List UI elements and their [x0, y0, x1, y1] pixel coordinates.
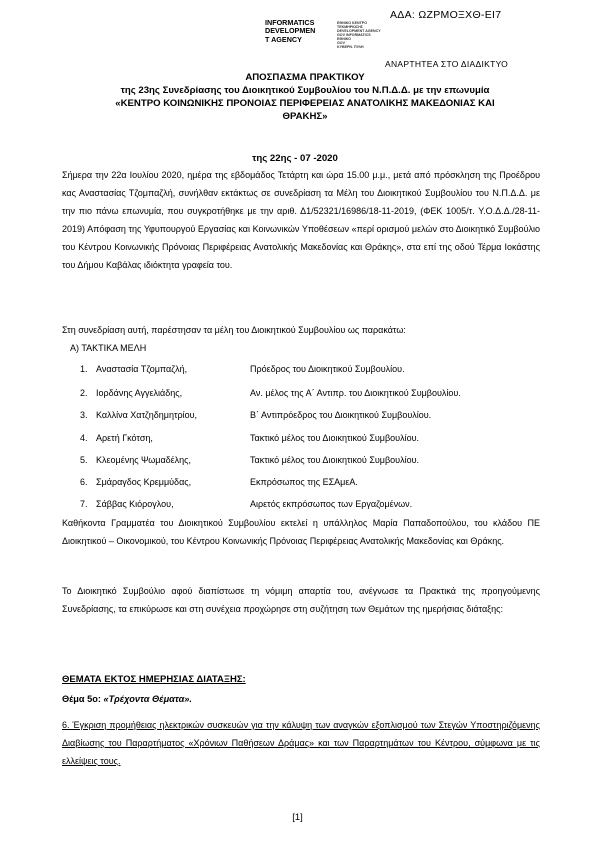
session-date: της 22ης - 07 -2020 [252, 153, 338, 164]
logo-small-line: ΤΕΚΜΗΡΙΩΣΗΣ [337, 25, 363, 29]
member-number: 7. [80, 499, 88, 509]
logo-text-left [265, 19, 315, 44]
member-number: 6. [80, 477, 88, 487]
document-title: ΑΠΟΣΠΑΣΜΑ ΠΡΑΚΤΙΚΟΥ [245, 72, 365, 83]
page-number: [1] [292, 812, 303, 823]
logo-small-line: ΚΥΒΕΡΝ. ΠΥΛΗ [337, 45, 364, 49]
logo-small-line: ΕΘΝΙΚΟ [337, 37, 352, 41]
member-role: Τακτικό μέλος του Διοικητικού Συμβουλίου. [250, 433, 420, 443]
off-agenda-heading: ΘΕΜΑΤΑ ΕΚΤΟΣ ΗΜΕΡΗΣΙΑΣ ΔΙΑΤΑΞΗΣ: [62, 674, 246, 685]
regular-members-heading: Α) ΤΑΚΤΙΚΑ ΜΕΛΗ [70, 343, 147, 353]
member-name: Σάββας Κιόρογλου, [96, 499, 174, 509]
member-row [80, 388, 540, 402]
member-number: 4. [80, 433, 88, 443]
member-row [80, 477, 540, 491]
member-number: 2. [80, 388, 88, 398]
subject-title: «Τρέχοντα Θέματα». [103, 694, 192, 704]
member-number: 3. [80, 410, 88, 420]
member-row [80, 455, 540, 469]
quorum-paragraph: Το Διοικητικό Συμβούλιο αφού διαπίστωσε τη νόμιμη απαρτία του, ανέγνωσε τα Πρακτικά της προηγούμενης Συνεδρίασης, τα επικύρωσε και στη συνέχεια προχώρησε στη συζήτηση των Θεμάτων της ημερήσιας διάταξης: [62, 586, 540, 614]
logo-small-line: DEVELOPMENT AGENCY [337, 29, 381, 33]
member-name: Σμάραγδος Κρεμμύδας, [96, 477, 192, 487]
logo-small-line: GOV INFORMATICS [337, 33, 371, 37]
subject-prefix: Θέμα 5ο: [62, 694, 104, 704]
member-role: Τακτικό μέλος του Διοικητικού Συμβουλίου. [250, 455, 420, 465]
member-name: Κλεομένης Ψωμαδέλης, [96, 455, 192, 465]
subject-line [62, 694, 192, 704]
title-session-line: της 23ης Συνεδρίασης του Διοικητικού Συμβουλίου του Ν.Π.Δ.Δ. με την επωνυμία [120, 85, 490, 96]
member-row [80, 364, 540, 378]
agenda-item-6: 6. Έγκριση προμήθειας ηλεκτρικών συσκευών για την κάλυψη των αναγκών εξοπλισμού των Στεγών Υποστηριζόμενης Διαβίωσης του Παραρτήματος «Χρόνιων Παθήσεων Δράμας» και των Παραρτημάτων του Κέντρου, σύμφωνα με τις ελλείψεις τους. [62, 720, 540, 766]
member-name: Καλλίνα Χατζηδημητρίου, [96, 410, 198, 420]
member-role: Β΄ Αντιπρόεδρος του Διοικητικού Συμβουλίου. [250, 410, 432, 420]
logo-line: DEVELOPMEN [265, 26, 316, 36]
secretary-paragraph: Καθήκοντα Γραμματέα του Διοικητικού Συμβουλίου εκτελεί η υπάλληλος Μαρία Παπαδοπούλου, του κλάδου ΠΕ Διοικητικού – Οικονομικού, του Κέντρου Κοινωνικής Πρόνοιας Περιφέρειας Ανατολικής Μακεδονίας και Θράκης. [62, 518, 540, 546]
member-name: Ιορδάνης Αγγελιάδης, [96, 388, 183, 398]
ada-code: ΑΔΑ: ΩΖΡΜΟΞΧΘ-ΕΙ7 [390, 9, 502, 21]
logo-small-line: ΕΘΝΙΚΟ ΚΕΝΤΡΟ [337, 21, 367, 25]
member-role: Αν. μέλος της Α΄ Αντιπρ. του Διοικητικού Συμβουλίου. [250, 388, 461, 398]
member-name: Αναστασία Τζομπαζλή, [96, 364, 188, 374]
post-online-notice: ΑΝΑΡΤΗΤΕΑ ΣΤΟ ΔΙΑΔΙΚΤΥΟ [385, 59, 509, 69]
agency-logo [265, 19, 415, 57]
member-row [80, 410, 540, 424]
member-role: Αιρετός εκπρόσωπος των Εργαζομένων. [250, 499, 413, 509]
logo-line: T AGENCY [265, 34, 302, 44]
logo-small-line: GOV [337, 41, 345, 45]
member-role: Πρόεδρος του Διοικητικού Συμβουλίου. [250, 364, 405, 374]
member-row [80, 433, 540, 447]
intro-paragraph: Σήμερα την 22α Ιουλίου 2020, ημέρα της εβδομάδος Τετάρτη και ώρα 15.00 μ.μ., μετά από πρόσκληση της Προέδρου κας Αναστασίας Τζομπαζλή, συνήλθαν εκτάκτως σε συνεδρίαση τα Μέλη του Διοικητικού Συμβουλίου του Ν.Π.Δ.Δ. με την πιο πάνω επωνυμία, που συγκροτήθηκε με την αριθ. Δ1/52321/16986/18-11-2019, (ΦΕΚ 1005/τ. Υ.Ο.Δ.Δ./28-11-2019) Απόφαση της Υφυπουργού Εργασίας και Κοινωνικών Υποθέσεων «περί ορισμού μελών στο Διοικητικό Συμβούλιο του Κέντρου Κοινωνικής Πρόνοιας Περιφέρειας Ανατολικής Μακεδονίας και Θράκης», στα επί της οδού Τέρμα Ιοκάστης του Δήμου Καβάλας ιδιόκτητα γραφεία του. [62, 170, 540, 270]
member-number: 5. [80, 455, 88, 465]
title-entity-line-2: ΘΡΑΚΗΣ» [282, 111, 328, 122]
title-entity-line: «ΚΕΝΤΡΟ ΚΟΙΝΩΝΙΚΗΣ ΠΡΟΝΟΙΑΣ ΠΕΡΙΦΕΡΕΙΑΣ ΑΝΑΤΟΛΙΚΗΣ ΜΑΚΕΔΟΝΙΑΣ ΚΑΙ [115, 98, 495, 109]
member-row [80, 499, 540, 513]
logo-line: INFORMATICS [265, 18, 315, 27]
logo-text-right [337, 21, 381, 49]
member-role: Εκπρόσωπος της ΕΣΑμεΑ. [250, 477, 358, 487]
member-number: 1. [80, 364, 88, 374]
member-name: Αρετή Γκότση, [96, 433, 153, 443]
attendance-paragraph: Στη συνεδρίαση αυτή, παρέστησαν τα μέλη του Διοικητικού Συμβουλίου ως παρακάτω: [62, 325, 406, 335]
